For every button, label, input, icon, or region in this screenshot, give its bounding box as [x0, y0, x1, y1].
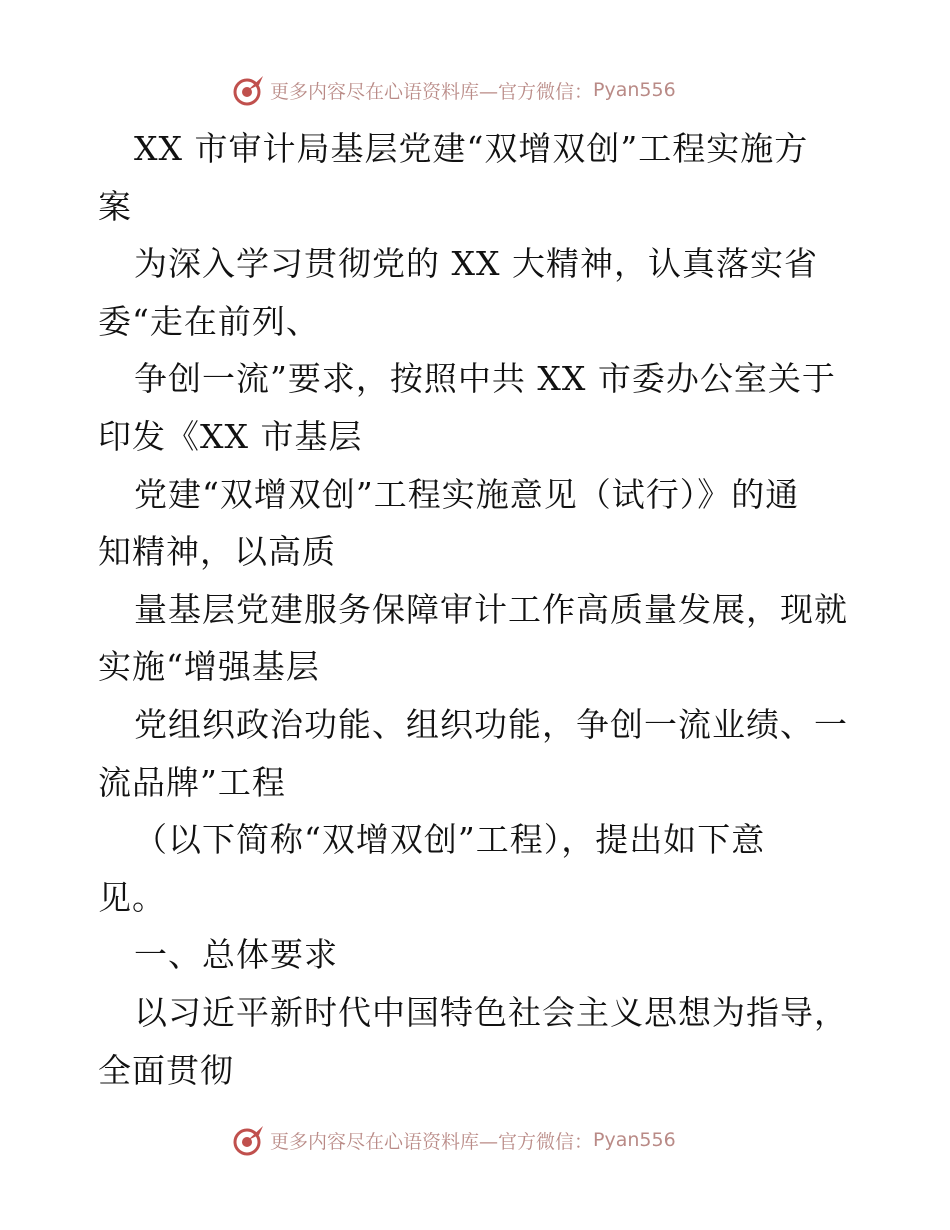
- text-line: 案: [98, 186, 132, 226]
- text-line: 见。: [98, 877, 166, 917]
- text-line: 党建“双增双创”工程实施意见（试行）》的通: [134, 474, 800, 514]
- document-body: [98, 120, 858, 1099]
- text-line: 量基层党建服务保障审计工作高质量发展，现就: [134, 589, 848, 629]
- text-line: 流品牌”工程: [98, 762, 286, 802]
- text-line: 一、总体要求: [134, 935, 338, 975]
- quill-logo-icon: [232, 73, 266, 107]
- watermark-wechat-id: Pyan556: [593, 79, 676, 101]
- text-line: （以下简称“双增双创”工程），提出如下意: [134, 820, 766, 860]
- watermark-wechat-id: Pyan556: [593, 1129, 676, 1151]
- text-line: 党组织政治功能、组织功能，争创一流业绩、一: [134, 704, 848, 744]
- watermark-text: 更多内容尽在心语资料库—官方微信：: [270, 80, 594, 103]
- watermark-footer: [232, 1122, 712, 1158]
- text-line: 印发《XX 市基层: [98, 416, 363, 456]
- text-line: XX 市审计局基层党建“双增双创”工程实施方: [134, 129, 809, 168]
- watermark-header: [232, 72, 712, 108]
- text-line: 争创一流”要求，按照中共 XX 市委办公室关于: [134, 359, 836, 399]
- quill-logo-icon: [232, 1123, 266, 1157]
- text-line: 以习近平新时代中国特色社会主义思想为指导，: [134, 992, 848, 1032]
- text-line: 全面贯彻: [98, 1050, 234, 1090]
- text-line: 委“走在前列、: [98, 301, 320, 341]
- text-line: 知精神，以高质: [98, 532, 336, 572]
- text-line: 实施“增强基层: [98, 647, 320, 687]
- text-line: 为深入学习贯彻党的 XX 大精神，认真落实省: [134, 244, 818, 284]
- watermark-text: 更多内容尽在心语资料库—官方微信：: [270, 1130, 594, 1153]
